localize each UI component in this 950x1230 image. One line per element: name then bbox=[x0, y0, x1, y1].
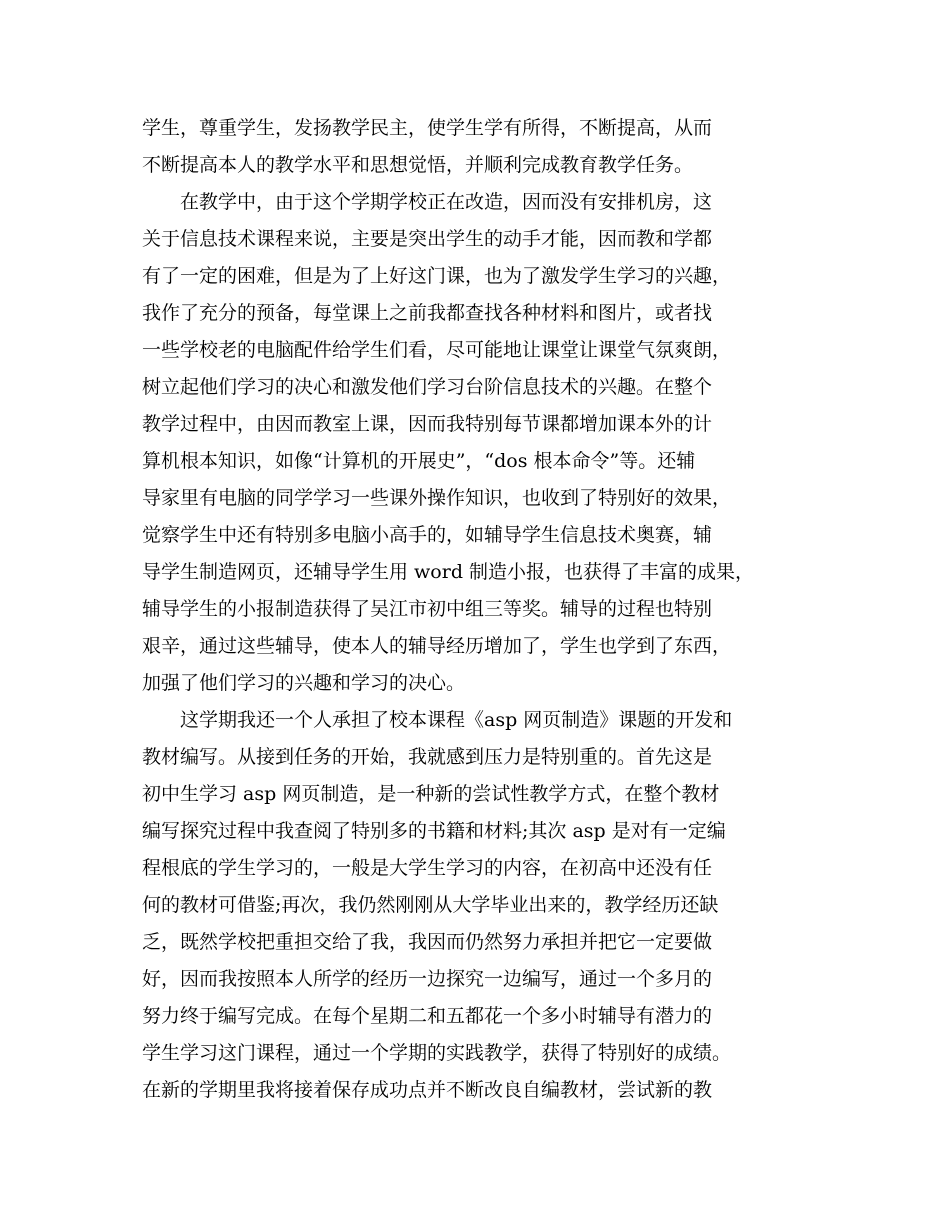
text-line: 艰辛，通过这些辅导，使本人的辅导经历增加了，学生也学到了东西， bbox=[142, 635, 732, 657]
text-line: 学生，尊重学生，发扬教学民主，使学生学有所得，不断提高，从而 bbox=[142, 117, 713, 139]
text-line: 何的教材可借鉴;再次，我仍然刚刚从大学毕业出来的，教学经历还缺 bbox=[142, 894, 719, 916]
text-line: 好，因而我按照本人所学的经历一边探究一边编写，通过一个多月的 bbox=[142, 968, 713, 990]
text-line: 导家里有电脑的同学学习一些课外操作知识，也收到了特别好的效果， bbox=[142, 487, 732, 509]
text-line: 关于信息技术课程来说，主要是突出学生的动手才能，因而教和学都 bbox=[142, 228, 713, 250]
text-line: 教学过程中，由因而教室上课，因而我特别每节课都增加课本外的计 bbox=[142, 413, 713, 435]
text-line: 编写探究过程中我查阅了特别多的书籍和材料;其次 asp 是对有一定编 bbox=[142, 820, 726, 842]
text-line: 辅导学生的小报制造获得了吴江市初中组三等奖。辅导的过程也特别 bbox=[142, 598, 713, 620]
text-line: 算机根本知识，如像“计算机的开展史”，“dos 根本命令”等。还辅 bbox=[142, 450, 696, 472]
text-line: 有了一定的困难，但是为了上好这门课，也为了激发学生学习的兴趣， bbox=[142, 265, 732, 287]
text-line: 不断提高本人的教学水平和思想觉悟，并顺利完成教育教学任务。 bbox=[142, 154, 694, 176]
text-line: 我作了充分的预备，每堂课上之前我都查找各种材料和图片，或者找 bbox=[142, 302, 713, 324]
text-line: 加强了他们学习的兴趣和学习的决心。 bbox=[142, 672, 466, 694]
text-line: 觉察学生中还有特别多电脑小高手的，如辅导学生信息技术奥赛，辅 bbox=[142, 524, 713, 546]
text-line: 一些学校老的电脑配件给学生们看，尽可能地让课堂让课堂气氛爽朗， bbox=[142, 339, 732, 361]
text-line: 这学期我还一个人承担了校本课程《asp 网页制造》课题的开发和 bbox=[142, 709, 733, 731]
body-text bbox=[142, 110, 832, 1109]
text-line: 教材编写。从接到任务的开始，我就感到压力是特别重的。首先这是 bbox=[142, 746, 713, 768]
text-line: 导学生制造网页，还辅导学生用 word 制造小报，也获得了丰富的成果， bbox=[142, 561, 755, 583]
text-line: 在教学中，由于这个学期学校正在改造，因而没有安排机房，这 bbox=[142, 191, 713, 213]
text-line: 树立起他们学习的决心和激发他们学习台阶信息技术的兴趣。在整个 bbox=[142, 376, 713, 398]
text-line: 努力终于编写完成。在每个星期二和五都花一个多小时辅导有潜力的 bbox=[142, 1005, 713, 1027]
text-line: 程根底的学生学习的，一般是大学生学习的内容，在初高中还没有任 bbox=[142, 857, 713, 879]
text-line: 乏，既然学校把重担交给了我，我因而仍然努力承担并把它一定要做 bbox=[142, 931, 713, 953]
text-line: 初中生学习 asp 网页制造，是一种新的尝试性教学方式，在整个教材 bbox=[142, 783, 720, 805]
text-line: 在新的学期里我将接着保存成功点并不断改良自编教材，尝试新的教 bbox=[142, 1079, 713, 1101]
text-line: 学生学习这门课程，通过一个学期的实践教学，获得了特别好的成绩。 bbox=[142, 1042, 732, 1064]
